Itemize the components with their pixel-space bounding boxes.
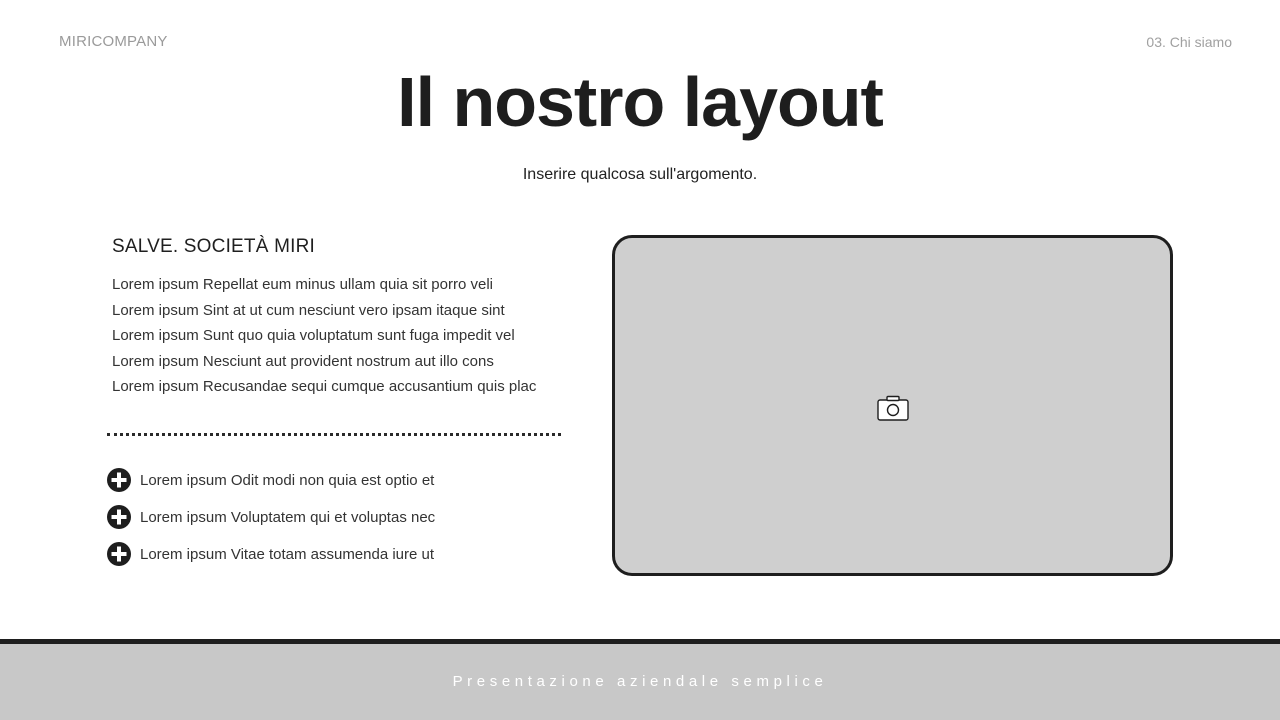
intro-line: Lorem ipsum Repellat eum minus ullam quia sit porro veli: [112, 276, 493, 293]
intro-line: Lorem ipsum Sunt quo quia voluptatum sunt fuga impedit vel: [112, 327, 515, 345]
plus-circle-icon: [107, 505, 131, 529]
plus-circle-icon: [107, 542, 131, 566]
camera-icon[interactable]: [877, 395, 909, 421]
intro-heading: SALVE. SOCIETÀ MIRI: [112, 236, 315, 257]
dotted-divider: [107, 433, 561, 436]
brand-name: MIRICOMPANY: [59, 33, 168, 50]
bullet-text: Lorem ipsum Vitae totam assumenda iure ut: [140, 545, 435, 563]
footer-text: Presentazione aziendale semplice: [452, 673, 828, 690]
image-placeholder[interactable]: [612, 235, 1173, 576]
intro-text-list: [112, 272, 572, 400]
bullet-item: [107, 541, 435, 567]
intro-line: Lorem ipsum Recusandae sequi cumque accusantium quis plac: [112, 378, 537, 396]
bullet-item: [107, 504, 435, 530]
bullet-list: [107, 467, 435, 578]
section-label: 03. Chi siamo: [1146, 34, 1232, 50]
intro-line: Lorem ipsum Nesciunt aut provident nostrum aut illo cons: [112, 352, 494, 370]
bullet-text: Lorem ipsum Odit modi non quia est optio et: [140, 471, 435, 489]
intro-line: Lorem ipsum Sint at ut cum nesciunt vero ipsam itaque sint: [112, 301, 505, 319]
intro-block: [112, 236, 572, 400]
bullet-item: [107, 467, 435, 493]
plus-circle-icon: [107, 468, 131, 492]
page-subtitle: Inserire qualcosa sull'argomento.: [522, 166, 758, 183]
bullet-text: Lorem ipsum Voluptatem qui et voluptas nec: [140, 508, 436, 526]
page-title: Il nostro layout: [397, 63, 883, 141]
footer-band: [0, 644, 1280, 720]
